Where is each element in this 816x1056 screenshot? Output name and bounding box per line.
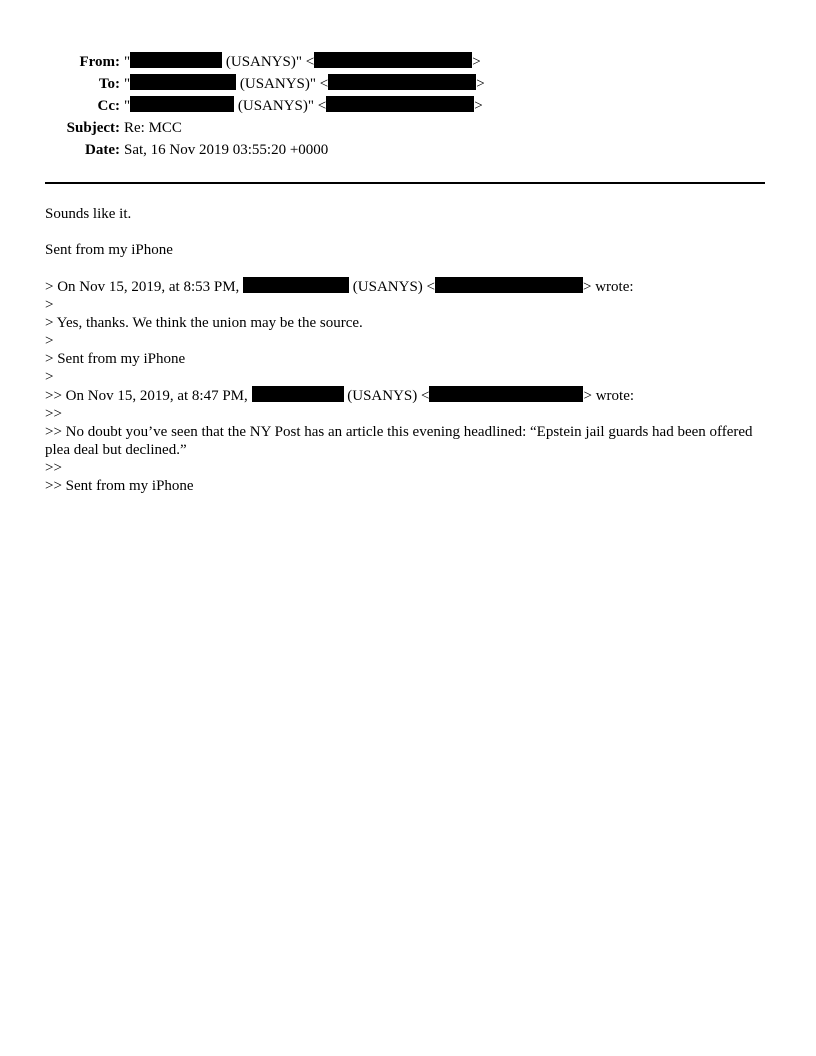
quote-line: > bbox=[45, 369, 54, 385]
message-body bbox=[45, 205, 765, 223]
to-org: (USANYS)" < bbox=[236, 76, 329, 92]
from-label: From: bbox=[79, 54, 120, 70]
signature bbox=[45, 241, 765, 259]
cc-quote: " bbox=[124, 98, 131, 114]
quote1-name-redaction bbox=[243, 277, 349, 293]
to-value bbox=[124, 73, 485, 95]
quote-line: >> Sent from my iPhone bbox=[45, 478, 194, 494]
header-divider bbox=[45, 182, 765, 184]
quote-line: > Sent from my iPhone bbox=[45, 351, 186, 367]
to-email-redaction bbox=[328, 74, 476, 90]
from-email-redaction bbox=[314, 52, 472, 68]
cc-email-redaction bbox=[326, 96, 474, 112]
quote2-email-redaction bbox=[429, 386, 583, 402]
subject-row bbox=[0, 117, 816, 139]
to-quote: " bbox=[124, 76, 131, 92]
cc-org: (USANYS)" < bbox=[234, 98, 327, 114]
from-quote: " bbox=[124, 54, 131, 70]
subject-value: Re: MCC bbox=[124, 120, 182, 136]
from-org: (USANYS)" < bbox=[222, 54, 315, 70]
cc-name-redaction bbox=[130, 96, 234, 112]
quote2-name-redaction bbox=[252, 386, 344, 402]
cc-label: Cc: bbox=[97, 98, 120, 114]
quote-line-article: >> No doubt you’ve seen that the NY Post has an article this evening headlined: “Epstein jail guards had been offered plea deal but declined.” bbox=[45, 424, 757, 458]
to-label: To: bbox=[98, 76, 120, 92]
cc-close: > bbox=[474, 98, 483, 114]
quote-line: >> bbox=[45, 406, 62, 422]
quote-line: >> bbox=[45, 460, 62, 476]
quote-line: > bbox=[45, 333, 54, 349]
from-row bbox=[0, 51, 816, 73]
date-label: Date: bbox=[85, 142, 120, 158]
quote-line: > bbox=[45, 297, 54, 313]
subject-label: Subject: bbox=[66, 120, 120, 136]
quote-header-1: > On Nov 15, 2019, at 8:53 PM, (USANYS) < > wrote: bbox=[45, 279, 634, 295]
to-row bbox=[0, 73, 816, 95]
to-name-redaction bbox=[130, 74, 236, 90]
quoted-thread bbox=[45, 277, 765, 495]
body-line-reply: Sounds like it. bbox=[45, 206, 132, 222]
quote1-email-redaction bbox=[435, 277, 583, 293]
from-close: > bbox=[472, 54, 481, 70]
quote-line: > Yes, thanks. We think the union may be the source. bbox=[45, 315, 363, 331]
from-value bbox=[124, 51, 481, 73]
body-line-signature: Sent from my iPhone bbox=[45, 242, 173, 258]
date-row bbox=[0, 139, 816, 161]
to-close: > bbox=[476, 76, 485, 92]
from-name-redaction bbox=[130, 52, 222, 68]
cc-row bbox=[0, 95, 816, 117]
date-value: Sat, 16 Nov 2019 03:55:20 +0000 bbox=[124, 142, 329, 158]
quote-header-2: >> On Nov 15, 2019, at 8:47 PM, (USANYS) < > wrote: bbox=[45, 388, 635, 404]
cc-value bbox=[124, 95, 483, 117]
